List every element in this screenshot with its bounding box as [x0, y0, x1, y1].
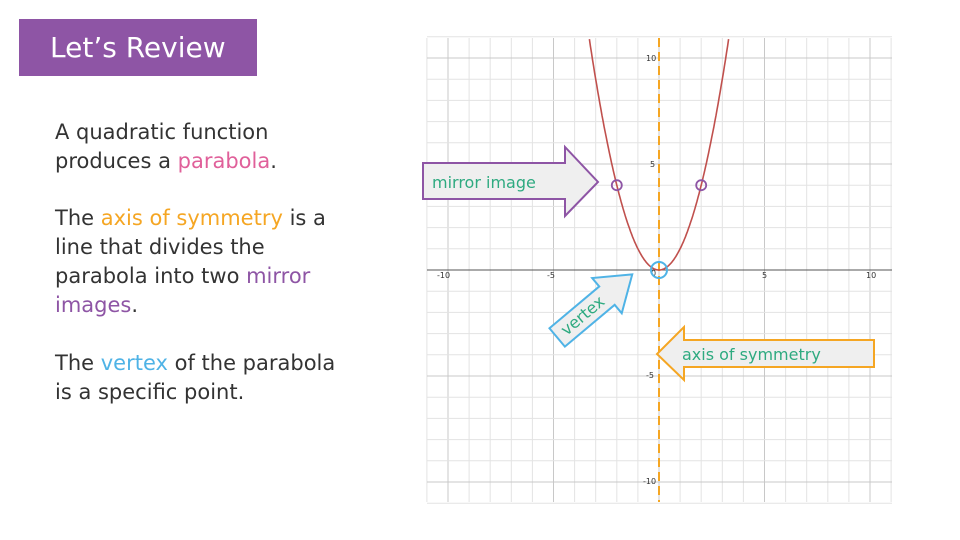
vertex-callout: [542, 257, 647, 355]
p3-text-1: The: [55, 351, 101, 375]
mirror-image-label: mirror image: [432, 173, 536, 192]
p2-text-3: .: [131, 293, 139, 317]
tick-label-y-pos10: 10: [646, 54, 657, 63]
tick-label-y-neg5: -5: [646, 371, 654, 380]
axis-of-symmetry-callout: [657, 327, 874, 380]
p2-text-2: is a line that divides the parabola into two: [55, 206, 326, 288]
tick-label-x-pos10: 10: [866, 271, 877, 280]
tick-label-x-pos5: 5: [762, 271, 768, 280]
tick-label-y-pos5: 5: [650, 160, 656, 169]
tick-label-y-neg10: -10: [643, 477, 657, 486]
vertex-label: vertex: [556, 291, 609, 340]
term-mirror-images: mirror images: [55, 264, 311, 317]
axis-of-symmetry-label: axis of symmetry: [682, 345, 821, 364]
term-axis-of-symmetry: axis of symmetry: [100, 206, 283, 230]
p3-text-2: of the parabola is a specific point.: [55, 351, 336, 404]
tick-label-x-neg5: -5: [547, 271, 555, 280]
p1-text-2: .: [270, 149, 277, 173]
p1-text-1: A quadratic function produces a: [55, 120, 269, 173]
p2-text-1: The: [55, 206, 101, 230]
tick-label-x-neg10: -10: [437, 271, 451, 280]
tick-label-origin: 0: [651, 269, 657, 278]
term-parabola: parabola: [177, 149, 271, 173]
slide-title: Let’s Review: [50, 31, 226, 64]
term-vertex: vertex: [100, 351, 168, 375]
mirror-image-callout: [423, 147, 598, 216]
